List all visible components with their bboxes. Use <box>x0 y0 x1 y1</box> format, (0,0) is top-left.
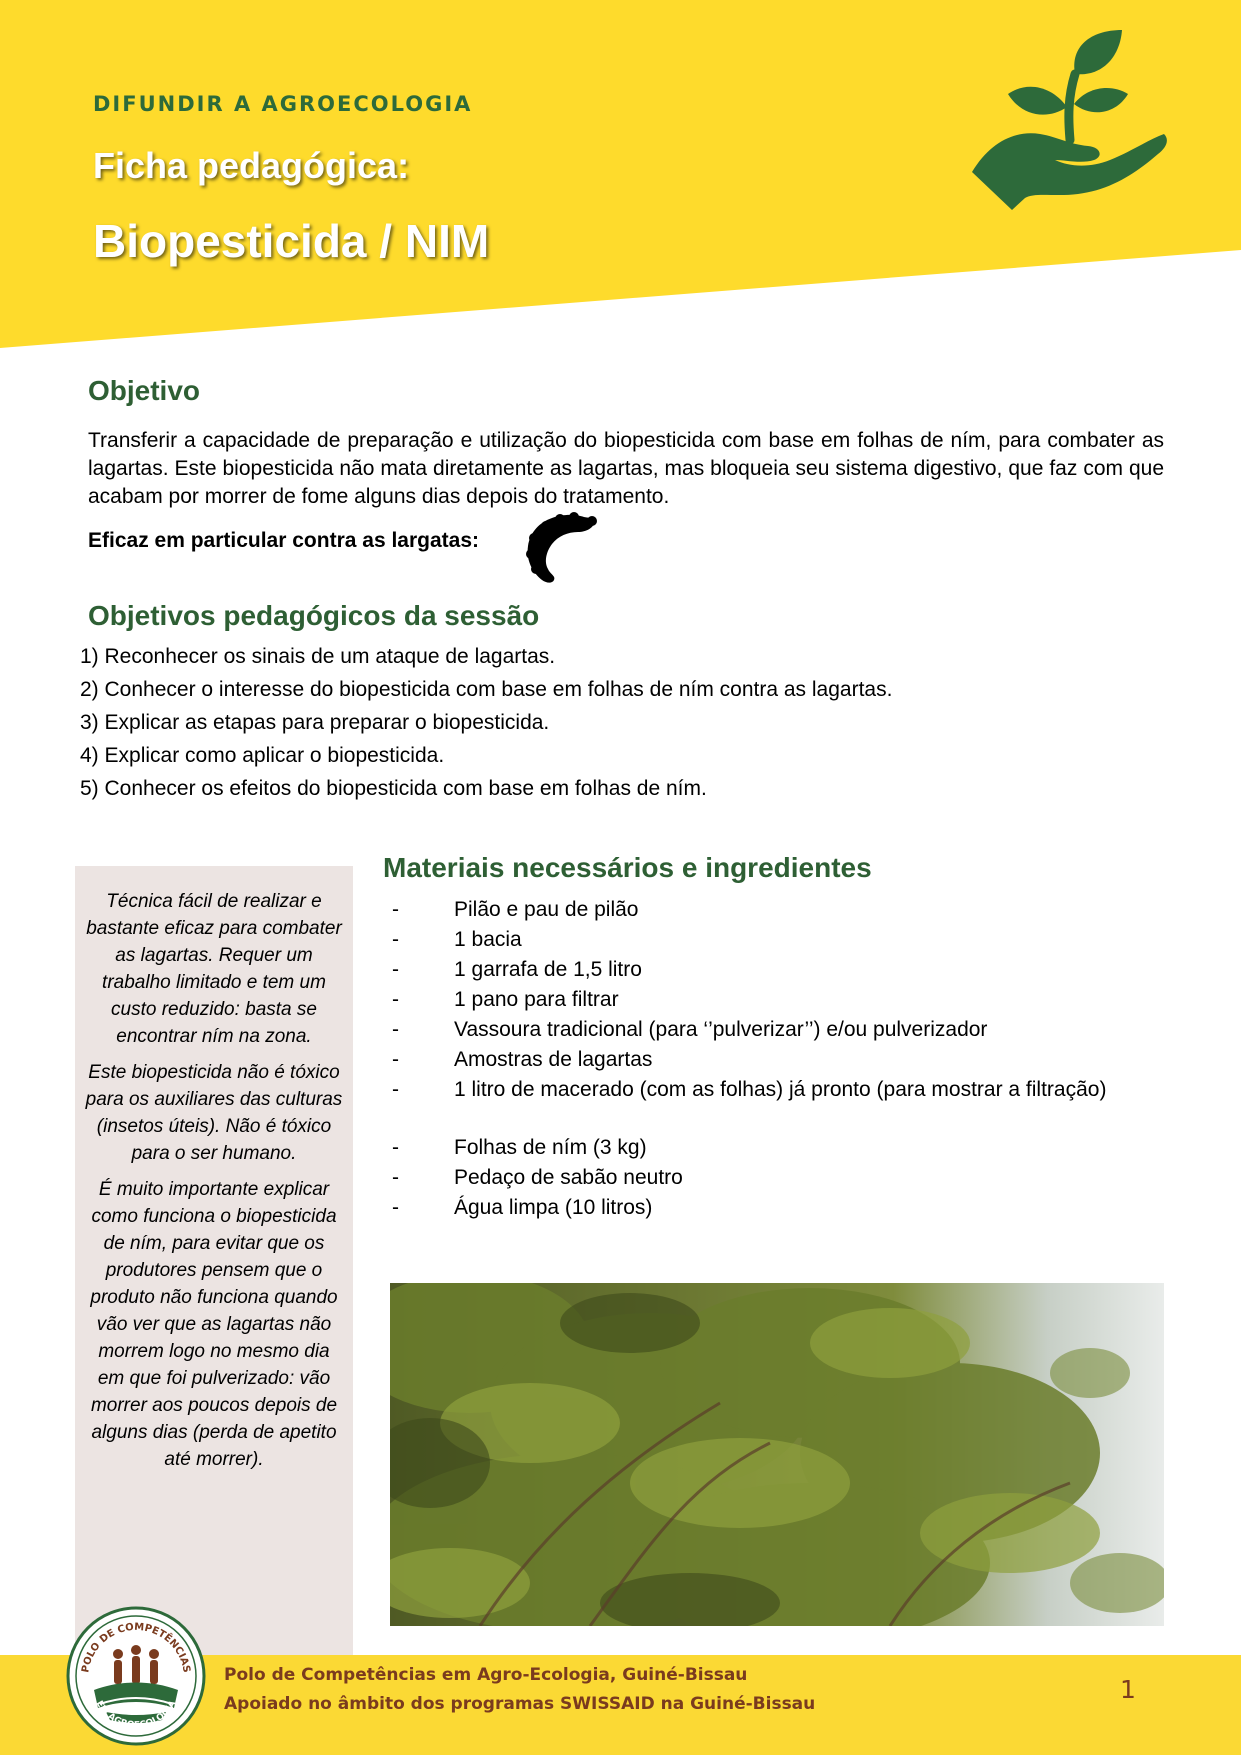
list-item: 4) Explicar como aplicar o biopesticida. <box>80 744 445 767</box>
list-item: - Pedaço de sabão neutro <box>392 1163 1157 1193</box>
bullet-dash: - <box>392 1048 399 1071</box>
list-item: - 1 litro de macerado (com as folhas) já pronto (para mostrar a filtração) <box>392 1075 1157 1105</box>
bullet-dash: - <box>392 1196 399 1219</box>
page-subtitle: Ficha pedagógica: <box>93 145 410 186</box>
sidebar-paragraph: É muito importante explicar como funciona o biopesticida de ním, para evitar que os produtores pensem que o produto não funciona quando vão ver que as lagartas não morrem logo no mesmo dia em que foi pulverizado: vão morrer aos poucos depois de alguns dias (perda de apetito até morrer). <box>90 1179 338 1470</box>
bullet-dash: - <box>392 1018 399 1041</box>
session-goals-list <box>80 640 892 805</box>
bullet-dash: - <box>392 1166 399 1189</box>
bullet-dash: - <box>392 1078 399 1101</box>
list-item: - Água limpa (10 litros) <box>392 1193 1157 1223</box>
list-item: - Pilão e pau de pilão <box>392 895 1157 925</box>
page-title: Biopesticida / NIM <box>93 215 490 267</box>
bullet-dash: - <box>392 898 399 921</box>
neem-tree-photo <box>390 1283 1164 1626</box>
sidebar-note <box>75 866 353 1656</box>
sidebar-paragraph: Técnica fácil de realizar e bastante eficaz para combater as lagartas. Requer um trabalho limitado e tem um custo reduzido: basta se encontrar ním na zona. <box>86 891 342 1047</box>
svg-text:EM AGROECOLOGIA: EM AGROECOLOGIA <box>93 1699 179 1731</box>
sidebar-paragraph: Este biopesticida não é tóxico para os auxiliares das culturas (insetos úteis). Não é tóxico para o ser humano. <box>85 1062 343 1164</box>
materials-list <box>392 895 1157 1223</box>
list-item: 3) Explicar as etapas para preparar o biopesticida. <box>80 711 550 734</box>
bullet-dash: - <box>392 988 399 1011</box>
footer-organization: Polo de Competências em Agro-Ecologia, Guiné-Bissau <box>224 1665 748 1685</box>
list-item: 5) Conhecer os efeitos do biopesticida com base em folhas de ním. <box>80 777 707 800</box>
session-goals-heading: Objetivos pedagógicos da sessão <box>88 600 540 631</box>
list-item: - Vassoura tradicional (para ‘’pulverizar’’) e/ou pulverizador <box>392 1015 1157 1045</box>
bullet-dash: - <box>392 928 399 951</box>
svg-text:POLO DE COMPETÊNCIAS: POLO DE COMPETÊNCIAS <box>80 1621 192 1674</box>
page-number: 1 <box>1120 1675 1136 1704</box>
list-item: - 1 pano para filtrar <box>392 985 1157 1015</box>
effective-against-label: Eficaz em particular contra as largatas: <box>88 529 479 552</box>
polo-competencias-seal-icon <box>66 1606 206 1746</box>
list-item: - Folhas de ním (3 kg) <box>392 1133 1157 1163</box>
objective-text: Transferir a capacidade de preparação e utilização do biopesticida com base em folhas de ním, para combater as lagartas. Este biopesticida não mata diretamente as lagartas, mas bloqueia seu sistema digestivo, que faz com que acabam por morrer de fome alguns dias depois do tratamento. <box>88 429 1164 508</box>
list-item: - Amostras de lagartas <box>392 1045 1157 1075</box>
kicker-label: DIFUNDIR A AGROECOLOGIA <box>93 92 473 116</box>
list-item: - 1 bacia <box>392 925 1157 955</box>
hand-sprout-icon <box>970 22 1170 217</box>
list-item: 2) Conhecer o interesse do biopesticida com base em folhas de ním contra as lagartas. <box>80 678 893 701</box>
materials-heading: Materiais necessários e ingredientes <box>383 852 872 883</box>
bullet-dash: - <box>392 1136 399 1159</box>
objective-heading: Objetivo <box>88 375 201 406</box>
bullet-dash: - <box>392 958 399 981</box>
list-item: 1) Reconhecer os sinais de um ataque de lagartas. <box>80 645 556 668</box>
caterpillar-icon <box>522 512 600 587</box>
list-item: - 1 garrafa de 1,5 litro <box>392 955 1157 985</box>
footer-support: Apoiado no âmbito dos programas SWISSAID na Guiné-Bissau <box>224 1694 816 1714</box>
